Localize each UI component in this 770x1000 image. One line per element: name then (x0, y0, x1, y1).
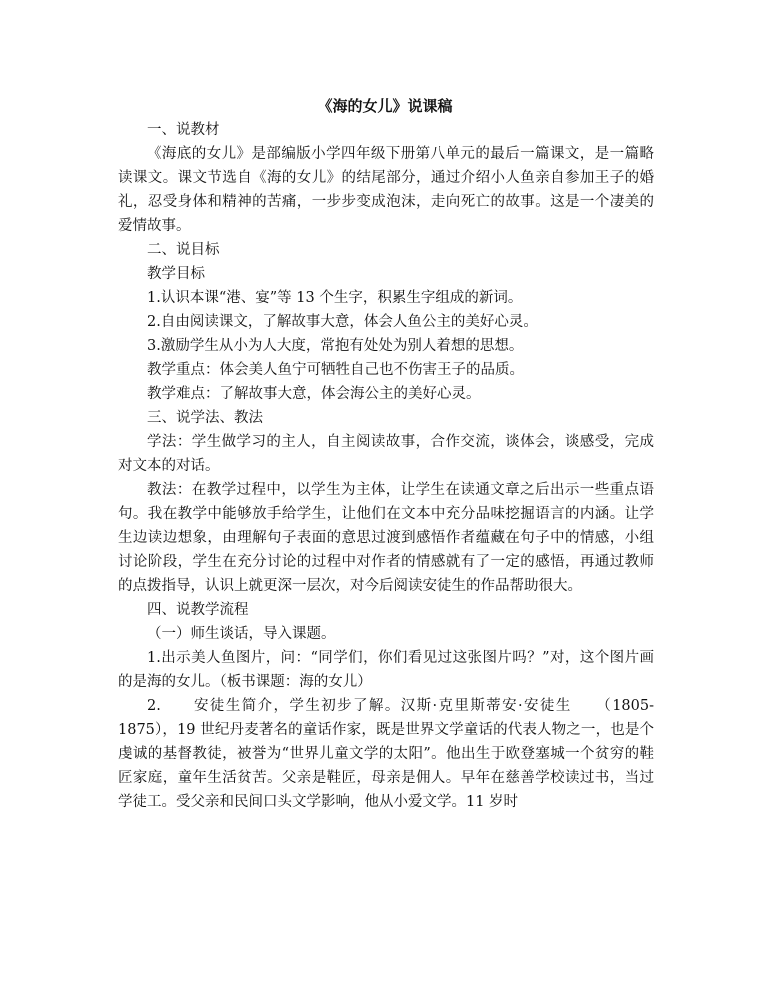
list-item: 1.出示美人鱼图片，问：“同学们，你们看见过这张图片吗？”对，这个图片画的是海的女儿。（板书课题：海的女儿） (118, 650, 654, 690)
paragraph: 教学目标 (147, 266, 205, 282)
list-item: 2.自由阅读课文，了解故事大意，体会人鱼公主的美好心灵。 (147, 314, 538, 330)
paragraph: 《海底的女儿》是部编版小学四年级下册第八单元的最后一篇课文，是一篇略读课文。课文节选自《海的女儿》的结尾部分，通过介绍小人鱼亲自参加王子的婚礼，忍受身体和精神的苦痛，一步步变成泡沫，走向死亡的故事。这是一个凄美的爱情故事。 (118, 146, 654, 234)
list-item: 1.认识本课“港、宴”等 13 个生字，积累生字组成的新词。 (147, 290, 523, 306)
section-heading: 四、说教学流程 (147, 602, 249, 618)
section-heading: 三、说学法、教法 (147, 410, 263, 426)
paragraph: 教法：在教学过程中，以学生为主体，让学生在读通文章之后出示一些重点语句。我在教学中能够放手给学生，让他们在文本中充分品味挖掘语言的内涵。让学生边读边想象，由理解句子表面的意思过渡到感悟作者蕴藏在句子中的情感，小组讨论阶段，学生在充分讨论的过程中对作者的情感就有了一定的感悟，再通过教师的点拨指导，认识上就更深一层次，对今后阅读安徒生的作品帮助很大。 (118, 482, 654, 594)
paragraph: 教学难点：了解故事大意，体会海公主的美好心灵。 (147, 386, 481, 402)
document-title: 《海的女儿》说课稿 (317, 97, 453, 115)
section-heading: 二、说目标 (147, 242, 220, 258)
paragraph: 教学重点：体会美人鱼宁可牺牲自己也不伤害王子的品质。 (147, 362, 524, 378)
subsection-heading: （一）师生谈话，导入课题。 (147, 626, 336, 642)
paragraph: 学法：学生做学习的主人，自主阅读故事，合作交流，谈体会，谈感受，完成对文本的对话。 (118, 434, 654, 474)
section-heading: 一、说教材 (147, 122, 220, 138)
document-body (118, 118, 654, 814)
list-item: 3.激励学生从小为人大度，常抱有处处为别人着想的思想。 (147, 338, 524, 354)
list-item: 2. 安徒生简介，学生初步了解。汉斯·克里斯蒂安·安徒生 （1805-1875），19 世纪丹麦著名的童话作家，既是世界文学童话的代表人物之一，也是个虔诚的基督教徒，被誉为“世界儿童文学的太阳”。他出生于欧登塞城一个贫穷的鞋匠家庭，童年生活贫苦。父亲是鞋匠，母亲是佣人。早年在慈善学校读过书，当过学徒工。受父亲和民间口头文学影响，他从小爱文学。11 岁时 (118, 698, 654, 810)
